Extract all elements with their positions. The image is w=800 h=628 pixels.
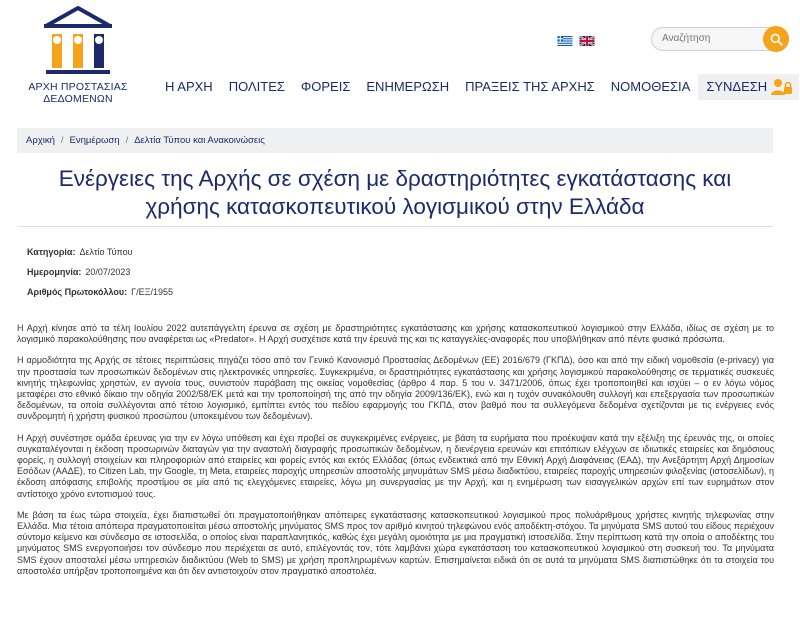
- login-button[interactable]: [698, 74, 799, 100]
- main-nav: [157, 74, 799, 100]
- article-paragraph: Η Αρχή συνέστησε ομάδα έρευνας για την εν λόγω υπόθεση και έχει προβεί σε συγκεκριμένες ενέργειες, με βάση τα ευρήματα που προέκυψαν κατά την εξέλιξη της έρευνάς της, οι οποίες συγκαταλέγονται η έκδοση προσωρινών διαταγών για την αναστολή διαγραφής προσωπικών δεδομένων, η διενέργεια ερευνών και επιτόπιων ελέγχων σε ιδιωτικές εταιρείες και δημόσιους φορείς, η συλλογή στοιχείων και πληροφοριών από εταιρείες και φορείς εντός και εκτός Ελλάδας (όπως ενδεικτικά από την Εθνική Αρχή Διαφάνειας (ΕΑΔ), την Ανεξάρτητη Αρχή Δημοσίων Εσόδων (ΑΑΔΕ), το Citizen Lab, την Google, τη Meta, εταιρείες παροχής υπηρεσιών αποστολής μηνυμάτων SMS μέσω διαδικτύου, εταιρείες παροχής υπηρεσιών φιλοξενίας (ιστοσελίδων), η έκδοση απόφασης επιβολής προστίμου σε μία από τις ελεγχόμενες εταιρείες, λόγω μη συνεργασίας με την Αρχή, και η ενημέρωση των εισαγγελικών αρχών επί των ευρημάτων στον αντίστοιχο χρόνο εντοπισμού τους.: [17, 432, 774, 499]
- page-title-line1: Ενέργειες της Αρχής σε σχέση με δραστηριότητες εγκατάστασης και: [58, 166, 732, 191]
- nav-item-decisions[interactable]: ΠΡΑΞΕΙΣ ΤΗΣ ΑΡΧΗΣ: [465, 79, 595, 94]
- article-paragraph: Η Αρχή κίνησε από τα τέλη Ιουλίου 2022 αυτεπάγγελτη έρευνα σε σχέση με δραστηριότητες εγκατάστασης και χρήσης κατασκοπευτικού λογισμικού στην Ελλάδα, ιδίως σε σχέση με το λογισμικό παρακολούθησης που αναφέρεται ως «Predator». Η Αρχή συσχέτισε κατά την έρευνά της και τις καταγγελίες-αναφορές που υποβλήθηκαν από πέντε φυσικά πρόσωπα.: [17, 323, 774, 345]
- site-header: [0, 0, 800, 110]
- page-title: [17, 165, 773, 221]
- meta-date-value: 20/07/2023: [85, 267, 131, 277]
- language-switcher: [557, 36, 595, 46]
- meta-protocol-label: Αριθμός Πρωτοκόλλου:: [27, 287, 128, 297]
- article-paragraph: Η αρμοδιότητα της Αρχής σε τέτοιες περιπτώσεις πηγάζει τόσο από τον Γενικό Κανονισμό Προστασίας Δεδομένων (ΕΕ) 2016/679 (ΓΚΠΔ), όσο και από την ειδική νομοθεσία (e-privacy) για την προστασία των προσωπικών δεδομένων στις ηλεκτρονικές υπηρεσίες. Συγκεκριμένα, οι δραστηριότητες εγκατάστασης και χρήσης λογισμικού παρακολούθησης σε τερματικές συσκευές κινητής τηλεφωνίας χρηστών, εν αγνοία τους, συνιστούν παράβαση της οικείας νομοθεσίας (άρθρο 4 παρ. 5 του ν. 3471/2006, όπως έχει τροποποιηθεί και ισχύει – ο εν λόγω νόμος μεταφέρει στο εθνικό δίκαιο την οδηγία 2002/58/ΕΚ μετά και την τροποποίησή της από την οδηγία 2009/136/ΕΚ), ενώ και η τυχόν συνακόλουθη συλλογή και επεξεργασία των προσωπικών δεδομένων, τα οποία συλλέγονται από τέτοιο λογισμικό, εμπίπτει εντός του πεδίου εφαρμογής του ΓΚΠΔ, στον βαθμό που τα συλλεγόμενα δεδομένα σχετίζονται με τις ενέργειες ενός συνδρομητή ή χρήστη φυσικού προσώπου (υποκειμένου των δεδομένων).: [17, 355, 774, 422]
- breadcrumb-home[interactable]: Αρχική: [26, 135, 55, 146]
- meta-date-label: Ημερομηνία:: [27, 267, 82, 277]
- article-paragraph: Με βάση τα έως τώρα στοιχεία, έχει διαπιστωθεί ότι πραγματοποιήθηκαν απόπειρες εγκατάστασης κατασκοπευτικού λογισμικού προς πολυάριθμους χρήστες κινητής τηλεφωνίας στην Ελλάδα. Μια τέτοια απόπειρα πραγματοποιείται μέσω αποστολής μηνύματος SMS προς τον αριθμό κινητού τηλεφώνου ενός αποδέκτη-στόχου. Τα μηνύματα SMS αυτού του είδους περιέχουν σύντομο κείμενο και σύνδεσμο σε ιστοσελίδα, ο οποίος είναι παραπλανητικός, καθώς έχει μεγάλη ομοιότητα με μια πραγματική ιστοσελίδα. Στην περίπτωση κατά την οποία ο αποδέκτης του μηνύματος SMS ενεργοποιήσει τον σύνδεσμο που περιέχεται σε αυτό, επιλέγοντάς τον, τότε λαμβάνει χώρα εγκατάσταση του κατασκοπευτικού λογισμικού στη συσκευή του. Τα μηνύματα SMS έχουν αποσταλεί μέσω υπηρεσιών διαδικτύου (Web to SMS) με χρήση προπληρωμένων καρτών. Επισημαίνεται ειδικά ότι σε αυτά τα μηνύματα SMS διαπιστώθηκε ότι τα στοιχεία του αποστολέα υπήρξαν τροποποιημένα και ότι δεν αντιστοιχούν στον πραγματικό αποστολέα.: [17, 509, 774, 576]
- login-label: ΣΥΝΔΕΣΗ: [706, 79, 768, 94]
- breadcrumb: [17, 128, 773, 153]
- page-title-line2: χρήσης κατασκοπευτικού λογισμικού στην Ελλάδα: [145, 194, 645, 219]
- search-icon: [770, 33, 783, 46]
- breadcrumb-press-releases[interactable]: Δελτία Τύπου και Ανακοινώσεις: [134, 135, 265, 146]
- nav-item-legislation[interactable]: ΝΟΜΟΘΕΣΙΑ: [610, 79, 691, 94]
- site-logo[interactable]: [22, 4, 142, 108]
- nav-item-citizens[interactable]: ΠΟΛΙΤΕΣ: [228, 79, 285, 94]
- search-input[interactable]: [662, 33, 762, 44]
- meta-category-value: Δελτίο Τύπου: [79, 247, 133, 257]
- meta-category: [27, 247, 133, 257]
- meta-protocol-value: Γ/ΕΞ/1955: [131, 287, 173, 297]
- building-columns-logo: [40, 4, 116, 80]
- search-button[interactable]: [763, 26, 789, 52]
- meta-date: [27, 267, 130, 277]
- nav-item-news[interactable]: ΕΝΗΜΕΡΩΣΗ: [366, 79, 450, 94]
- breadcrumb-separator: /: [60, 135, 64, 146]
- logo-text-line2: ΔΕΔΟΜΕΝΩΝ: [43, 93, 113, 105]
- uk-flag-icon[interactable]: [579, 36, 595, 46]
- user-lock-icon: [771, 78, 793, 96]
- article-body: [17, 323, 774, 587]
- breadcrumb-news[interactable]: Ενημέρωση: [69, 135, 120, 146]
- nav-item-organizations[interactable]: ΦΟΡΕΙΣ: [300, 79, 351, 94]
- logo-text: [22, 81, 134, 105]
- greek-flag-icon[interactable]: [557, 36, 573, 46]
- breadcrumb-separator: /: [125, 135, 129, 146]
- nav-item-authority[interactable]: Η ΑΡΧΗ: [165, 79, 213, 94]
- meta-protocol: [27, 287, 173, 297]
- logo-text-line1: ΑΡΧΗ ΠΡΟΣΤΑΣΙΑΣ: [28, 81, 128, 93]
- title-divider: [17, 226, 773, 227]
- meta-category-label: Κατηγορία:: [27, 247, 76, 257]
